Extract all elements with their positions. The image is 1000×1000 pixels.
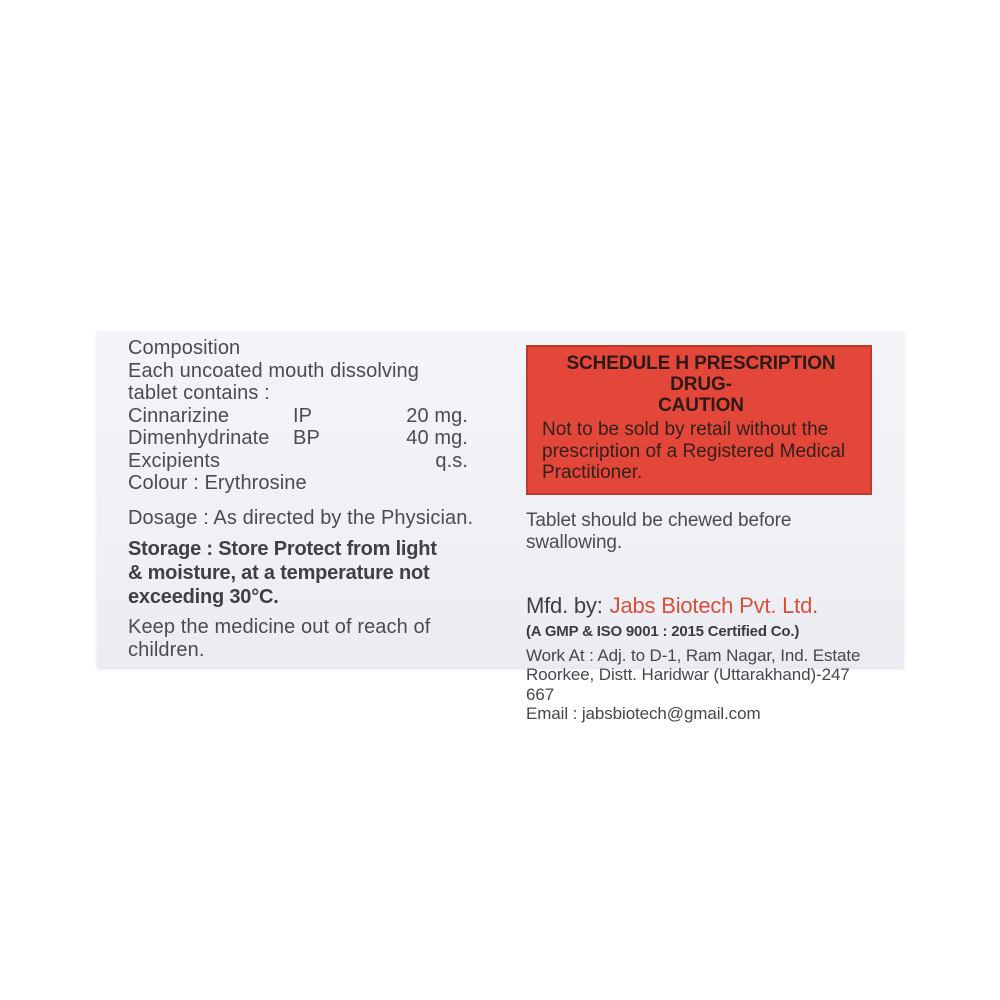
caution-and-manufacturer-section [526, 345, 878, 724]
composition-section [128, 337, 493, 662]
ingredient-standard: IP [293, 404, 313, 427]
composition-title: Composition [128, 337, 241, 359]
ingredient-standard: BP [293, 427, 320, 449]
storage-line-2: & moisture, at a temperature not [128, 562, 430, 584]
storage-line-3: exceeding 30°C. [128, 586, 279, 608]
mfd-by-label: Mfd. by: [526, 592, 603, 618]
ingredient-quantity: q.s. [435, 449, 468, 472]
ingredient-name: Cinnarizine [128, 404, 230, 427]
manufacturer-line [526, 593, 878, 619]
caution-body-line-3: Practitioner. [542, 462, 643, 483]
colour-line: Colour : Erythrosine [128, 472, 307, 494]
dosage-line: Dosage : As directed by the Physician. [128, 506, 474, 529]
chew-note: Tablet should be chewed before swallowing. [526, 509, 792, 553]
address-line-1: Work At : Adj. to D-1, Ram Nagar, Ind. Estate [526, 645, 861, 665]
manufacturer-name: Jabs Biotech Pvt. Ltd. [609, 592, 819, 618]
keep-line-1: Keep the medicine out of reach of [128, 616, 431, 638]
caution-box [526, 345, 872, 495]
caution-body-line-2: prescription of a Registered Medical [542, 440, 846, 462]
caution-body-line-1: Not to be sold by retail without the [542, 419, 829, 440]
ingredient-standard [293, 450, 435, 473]
composition-intro-line-1: Each uncoated mouth dissolving [128, 359, 419, 382]
manufacturer-address [526, 646, 878, 724]
certification-line: (A GMP & ISO 9001 : 2015 Certified Co.) [526, 622, 800, 640]
ingredient-row-dimenhydrinate [128, 427, 468, 450]
keep-line-2: children. [128, 639, 205, 661]
storage-line-1: Storage : Store Protect from light [128, 538, 437, 560]
caution-body [542, 419, 860, 484]
composition-intro-line-2: tablet contains : [128, 382, 270, 404]
ingredient-name: Excipients [128, 449, 221, 472]
address-line-3: Email : jabsbiotech@gmail.com [526, 704, 761, 723]
storage-note [128, 537, 493, 609]
caution-title-line-1: SCHEDULE H PRESCRIPTION DRUG- [566, 353, 836, 395]
address-line-2: Roorkee, Distt. Haridwar (Uttarakhand)-247 667 [526, 665, 850, 704]
ingredient-row-excipients [128, 450, 468, 473]
ingredient-row-cinnarizine [128, 405, 468, 428]
caution-title [542, 353, 860, 416]
keep-away-note [128, 616, 493, 662]
ingredient-name: Dimenhydrinate [128, 427, 270, 449]
ingredient-quantity: 20 mg. [406, 404, 468, 427]
medicine-box-label [97, 331, 904, 723]
ingredient-quantity: 40 mg. [406, 427, 468, 449]
caution-title-line-2: CAUTION [658, 395, 744, 416]
